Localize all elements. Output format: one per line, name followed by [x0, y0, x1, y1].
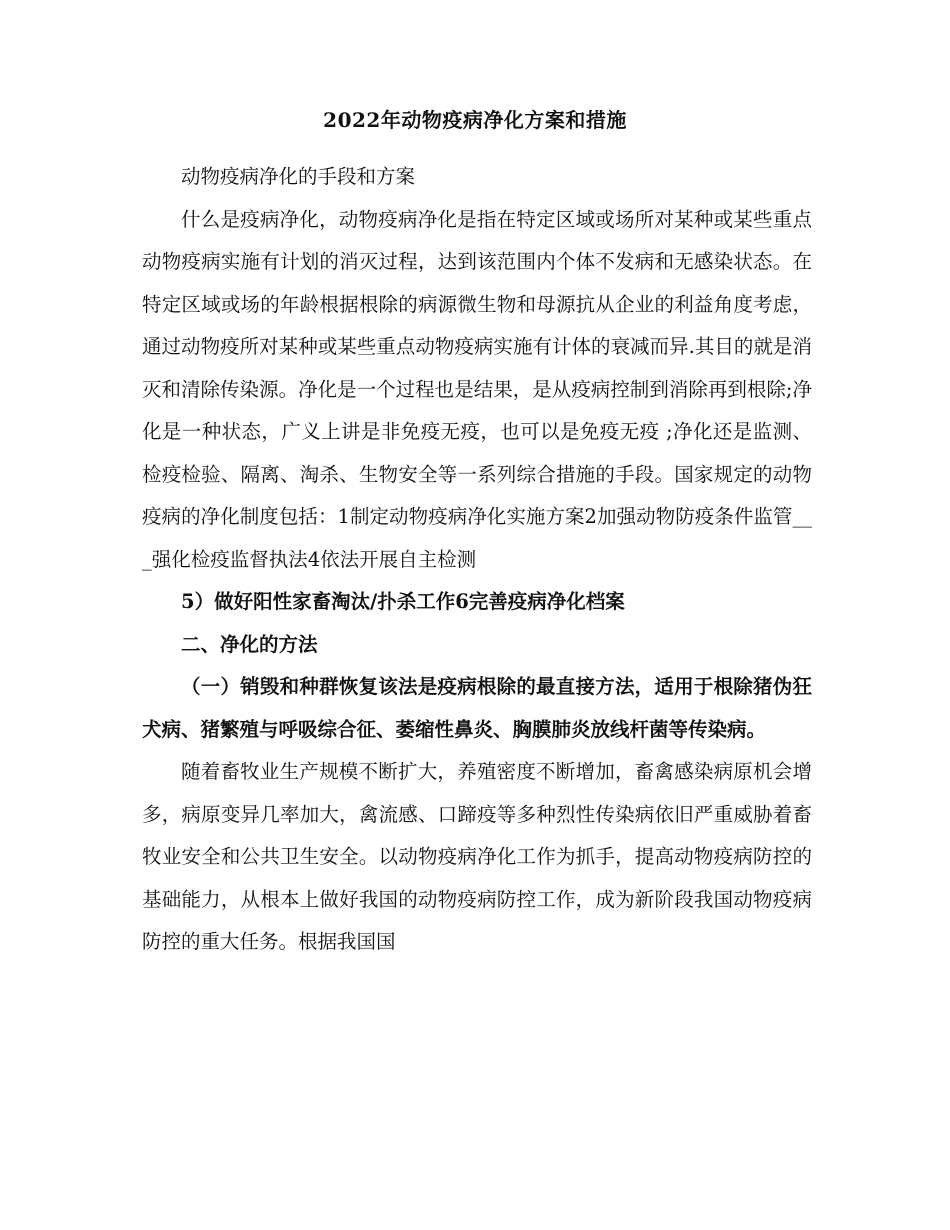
- document-title: 2022年动物疫病净化方案和措施: [323, 108, 627, 132]
- paragraph-step-5: 5）做好阳性家畜淘汰/扑杀工作6完善疫病净化档案: [181, 590, 625, 613]
- paragraph-background: 随着畜牧业生产规模不断扩大，养殖密度不断增加，畜禽感染病原机会增多，病原变异几率加大，禽流感、口蹄疫等多种烈性传染病依旧严重威胁着畜牧业安全和公共卫生安全。以动物疫病净化工作为抓手，提高动物疫病防控的基础能力，从根本上做好我国的动物疫病防控工作，成为新阶段我国动物疫病防控的重大任务。根据我国国: [142, 760, 812, 953]
- paragraph-method-1: （一）销毁和种群恢复该法是疫病根除的最直接方法，适用于根除猪伪狂犬病、猪繁殖与呼吸综合征、萎缩性鼻炎、胸膜肺炎放线杆菌等传染病。: [142, 675, 812, 741]
- section-heading-methods: 二、净化的方法: [181, 632, 318, 656]
- document-body: [142, 156, 812, 964]
- paragraph-subtitle: 动物疫病净化的手段和方案: [181, 165, 416, 188]
- paragraph-definition: 什么是疫病净化，动物疫病净化是指在特定区域或场所对某种或某些重点动物疫病实施有计划的消灭过程，达到该范围内个体不发病和无感染状态。在特定区域或场的年龄根据根除的病源微生物和母源抗从企业的利益角度考虑，通过动物疫所对某种或某些重点动物疫病实施有计体的衰减而异.其目的就是消灭和清除传染源。净化是一个过程也是结果，是从疫病控制到消除再到根除;净化是一种状态，广义上讲是非免疫无疫，也可以是免疫无疫 ;净化还是监测、检疫检验、隔离、淘杀、生物安全等一系列综合措施的手段。国家规定的动物疫病的净化制度包括：1制定动物疫病净化实施方案2加强动物防疫条件监管___强化检疫监督执法4依法开展自主检测: [142, 207, 812, 571]
